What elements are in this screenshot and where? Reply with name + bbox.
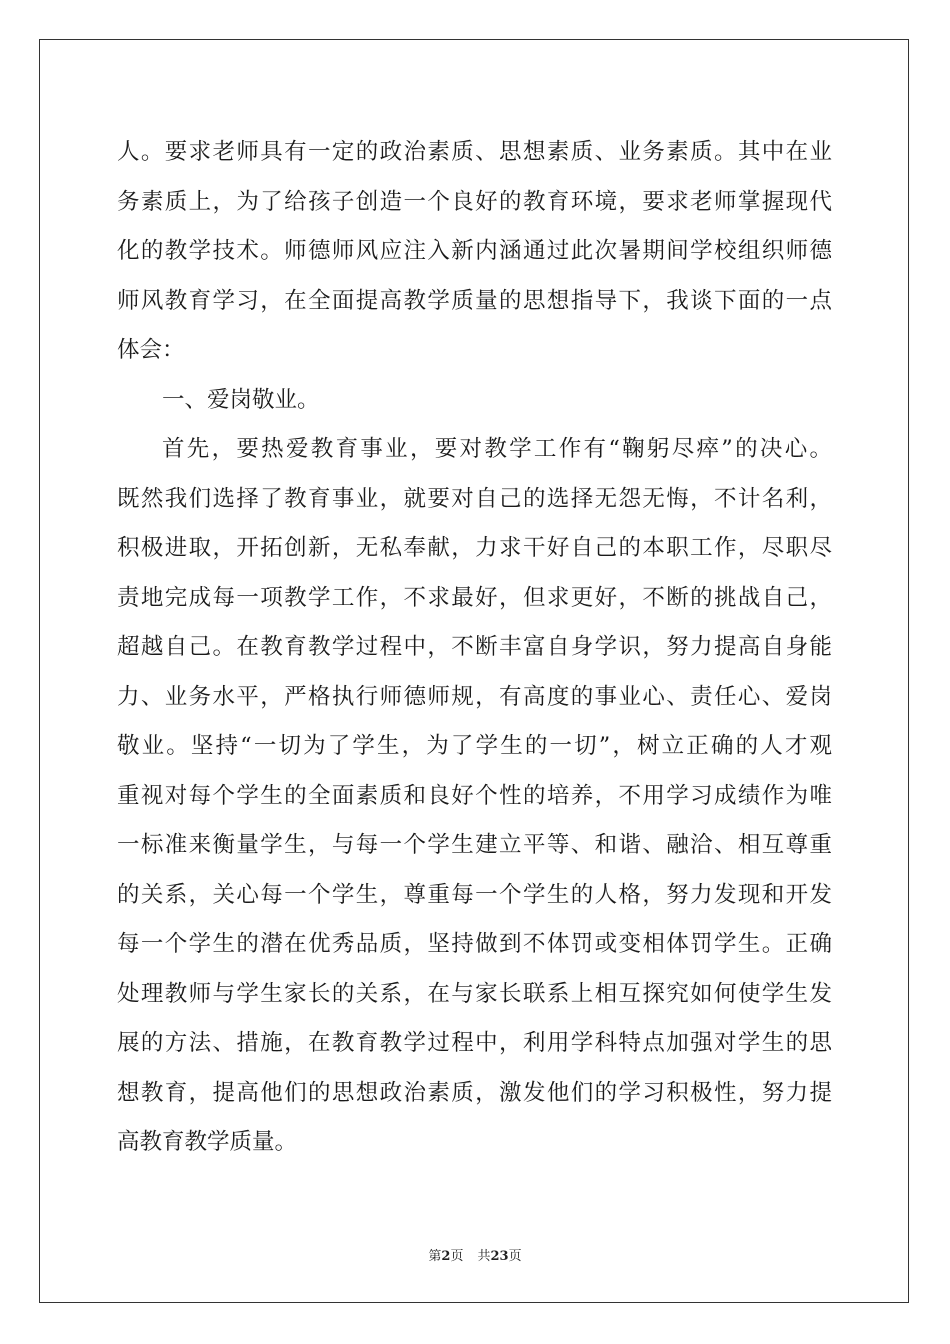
text-line: 责地完成每一项教学工作，不求最好，但求更好，不断的挑战自己， xyxy=(117,584,832,611)
text-line: 一标准来衡量学生，与每一个学生建立平等、和谐、融洽、相互尊重 xyxy=(117,832,832,858)
paragraph-3 xyxy=(117,425,832,1168)
text-line: 处理教师与学生家长的关系，在与家长联系上相互探究如何使学生发 xyxy=(117,980,832,1007)
text-line: 既然我们选择了教育事业，就要对自己的选择无怨无悔，不计名利， xyxy=(117,485,832,512)
text-line: 重视对每个学生的全面素质和良好个性的培养，不用学习成绩作为唯 xyxy=(117,782,832,809)
paragraph-1 xyxy=(117,128,832,376)
text-line: 务素质上，为了给孩子创造一个良好的教育环境，要求老师掌握现代 xyxy=(117,188,832,215)
text-line: 高教育教学质量。 xyxy=(117,1129,298,1155)
total-pages: 23 xyxy=(490,1249,509,1264)
text-line: 积极进取，开拓创新，无私奉献，力求干好自己的本职工作，尽职尽 xyxy=(117,535,832,561)
text-line: 的关系，关心每一个学生，尊重每一个学生的人格，努力发现和开发 xyxy=(117,881,832,908)
text-line: 想教育，提高他们的思想政治素质，激发他们的学习积极性，努力提 xyxy=(117,1079,832,1106)
text-line: 力、业务水平，严格执行师德师规，有高度的事业心、责任心、爱岗 xyxy=(117,683,832,710)
text-line: 首先，要热爱教育事业，要对教学工作有“鞠躬尽瘁”的决心。 xyxy=(162,436,832,462)
page-number: 2 xyxy=(441,1249,451,1264)
page-footer xyxy=(0,1249,950,1265)
total-suffix: 页 xyxy=(508,1249,522,1264)
page-suffix: 页 xyxy=(450,1249,464,1264)
text-line: 敬业。坚持“一切为了学生，为了学生的一切”，树立正确的人才观 xyxy=(117,733,832,759)
section-heading xyxy=(117,376,832,426)
total-prefix: 共 xyxy=(477,1249,491,1264)
text-line: 每一个学生的潜在优秀品质，坚持做到不体罚或变相体罚学生。正确 xyxy=(117,931,832,957)
text-line: 化的教学技术。师德师风应注入新内涵通过此次暑期间学校组织师德 xyxy=(117,238,832,264)
text-line: 展的方法、措施，在教育教学过程中，利用学科特点加强对学生的思 xyxy=(117,1030,832,1056)
text-line: 体会： xyxy=(117,337,185,363)
document-body xyxy=(117,128,832,1168)
heading-line: 一、爱岗敬业。 xyxy=(162,386,320,413)
text-line: 师风教育学习，在全面提高教学质量的思想指导下，我谈下面的一点 xyxy=(117,287,832,314)
text-line: 超越自己。在教育教学过程中，不断丰富自身学识，努力提高自身能 xyxy=(117,634,832,660)
page-prefix: 第 xyxy=(428,1249,442,1264)
text-line: 人。要求老师具有一定的政治素质、思想素质、业务素质。其中在业 xyxy=(117,139,832,165)
